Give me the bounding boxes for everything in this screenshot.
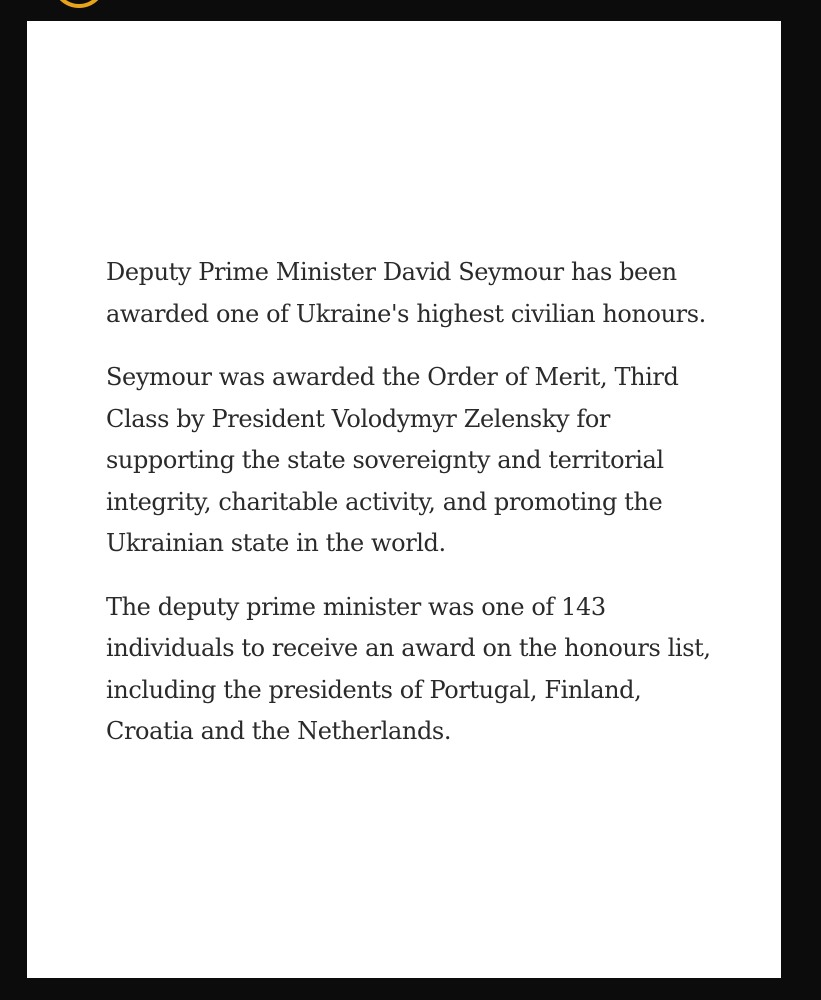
article-paragraph-2: Seymour was awarded the Order of Merit, Third Class by President Volodymyr Zelensky for supporting the state sovereignty and territorial integrity, charitable activity, and promoting the Ukrainian state in the world. [106,363,679,557]
article-body [106,252,726,775]
bottom-bar [0,978,821,1000]
article-paragraph-3: The deputy prime minister was one of 143 individuals to receive an award on the honours list, including the presidents of Portugal, Finland, Croatia and the Netherlands. [106,592,711,745]
logo-arc-icon[interactable] [52,0,106,8]
article-card [27,21,781,978]
top-bar [0,0,821,20]
article-paragraph-1: Deputy Prime Minister David Seymour has been awarded one of Ukraine's highest civilian honours. [106,258,706,328]
